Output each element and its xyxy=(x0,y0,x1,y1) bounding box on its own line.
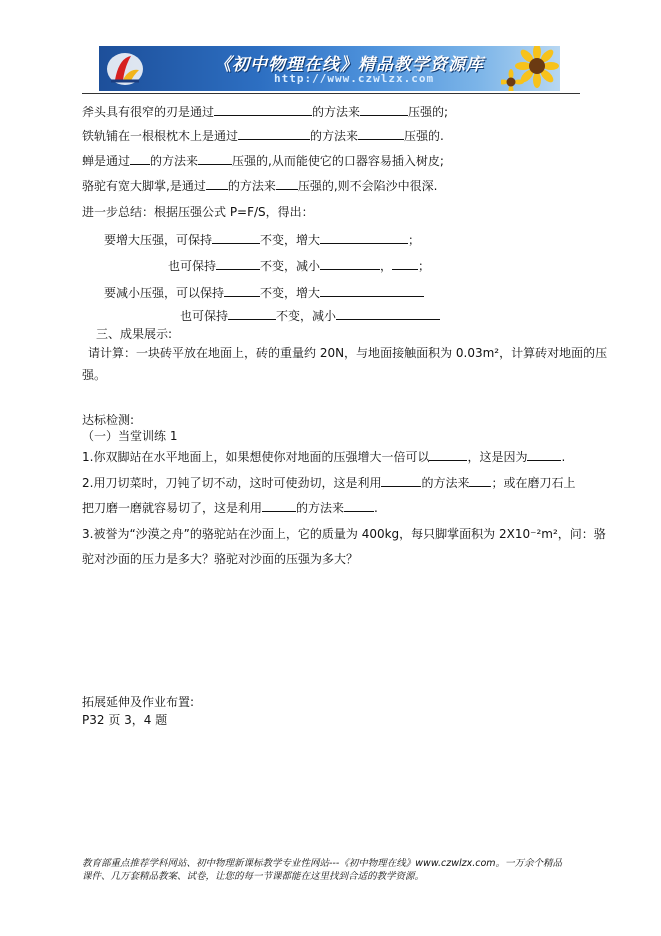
footer-line-1: 教育部重点推荐学科网站、初中物理新课标教学专业性网站---《初中物理在线》www.czwlzx.com。一万余个精品 xyxy=(82,858,563,869)
answer-blank[interactable] xyxy=(392,257,418,270)
text-seg: ； xyxy=(418,259,431,273)
text-line-rail xyxy=(82,127,444,144)
text-seg: 也可保持 xyxy=(168,259,217,273)
text-seg: 2.用刀切菜时，刀钝了切不动，这时可使劲切，这是利用 xyxy=(82,476,382,490)
answer-blank[interactable] xyxy=(320,284,424,297)
question-3-line-2: 驼对沙面的压力是多大？骆驼对沙面的压强为多大？ xyxy=(82,552,359,566)
text-seg: 要增大压强，可保持 xyxy=(104,233,213,247)
text-seg: ；或在磨刀石上 xyxy=(491,476,576,490)
text-seg: 的方法来 xyxy=(312,105,361,119)
text-seg: 也可保持 xyxy=(180,309,229,323)
text-seg: ，这是因为 xyxy=(467,450,528,464)
question-3-line-1: 3.被誉为“沙漠之舟”的骆驼站在沙面上，它的质量为 400kg，每只脚掌面积为 2X10⁻²m²，问：骆 xyxy=(82,527,606,541)
answer-blank[interactable] xyxy=(320,257,380,270)
text-seg: 要减小压强，可以保持 xyxy=(104,286,225,300)
check-heading: 达标检测: xyxy=(82,413,135,427)
answer-blank[interactable] xyxy=(212,231,260,244)
answer-blank[interactable] xyxy=(336,307,440,320)
answer-blank[interactable] xyxy=(228,307,276,320)
text-seg: ； xyxy=(408,233,421,247)
text-seg: 压强的. xyxy=(404,129,444,143)
increase-pressure-line-1 xyxy=(104,231,420,248)
text-seg: 1.你双脚站在水平地面上，如果想使你对地面的压强增大一倍可以 xyxy=(82,450,430,464)
text-seg: 铁轨铺在一根根枕木上是通过 xyxy=(82,129,239,143)
sunflower-icon xyxy=(501,46,560,91)
answer-blank[interactable] xyxy=(360,103,408,116)
text-line-axe xyxy=(82,103,448,120)
banner-title: 《初中物理在线》精品教学资源库 xyxy=(214,55,484,75)
homework-line: P32 页 3，4 题 xyxy=(82,713,168,727)
answer-blank[interactable] xyxy=(130,152,150,165)
text-seg: ， xyxy=(380,259,393,273)
text-line-cicada xyxy=(82,152,444,169)
text-seg: 不变，减小 xyxy=(276,309,337,323)
text-seg: 压强的,则不会陷沙中很深. xyxy=(297,179,438,193)
calc-problem-line-2: 强。 xyxy=(82,368,107,382)
header-divider xyxy=(82,93,580,94)
text-seg: 的方法来 xyxy=(296,501,345,515)
answer-blank[interactable] xyxy=(238,127,310,140)
text-seg: . xyxy=(561,450,566,464)
text-seg: 压强的; xyxy=(408,105,449,119)
calc-problem-line-1: 请计算：一块砖平放在地面上，砖的重量约 20N，与地面接触面积为 0.03m²，计算砖对地面的压 xyxy=(88,346,608,360)
answer-blank[interactable] xyxy=(224,284,260,297)
text-seg: 的方法来 xyxy=(421,476,470,490)
text-seg: 不变，减小 xyxy=(260,259,321,273)
text-seg: 不变，增大 xyxy=(260,233,321,247)
answer-blank[interactable] xyxy=(527,448,561,461)
header-banner xyxy=(99,46,560,91)
increase-pressure-line-2 xyxy=(168,257,430,274)
text-seg: 骆驼有宽大脚掌,是通过 xyxy=(82,179,206,193)
answer-blank[interactable] xyxy=(198,152,232,165)
text-seg: 的方法来 xyxy=(227,179,276,193)
text-seg: 的方法来 xyxy=(310,129,359,143)
practice-heading: （一）当堂训练 1 xyxy=(82,429,178,443)
answer-blank[interactable] xyxy=(358,127,404,140)
answer-blank[interactable] xyxy=(276,177,298,190)
footer-line-2: 课件、几万套精品教案、试卷，让您的每一节课都能在这里找到合适的教学资源。 xyxy=(82,871,425,882)
answer-blank[interactable] xyxy=(320,231,408,244)
text-seg: 的方法来 xyxy=(150,154,199,168)
text-seg: 把刀磨一磨就容易切了，这是利用 xyxy=(82,501,263,515)
answer-blank[interactable] xyxy=(469,474,491,487)
extension-heading: 拓展延伸及作业布置: xyxy=(82,695,195,709)
question-1 xyxy=(82,448,565,465)
site-logo-icon xyxy=(105,50,145,87)
text-seg: 斧头具有很窄的刃是通过 xyxy=(82,105,215,119)
summary-line: 进一步总结：根据压强公式 P=F/S，得出： xyxy=(82,205,314,219)
answer-blank[interactable] xyxy=(429,448,467,461)
answer-blank[interactable] xyxy=(216,257,260,270)
decrease-pressure-line-2 xyxy=(180,307,440,324)
answer-blank[interactable] xyxy=(381,474,421,487)
answer-blank[interactable] xyxy=(214,103,312,116)
banner-url: http://www.czwlzx.com xyxy=(274,72,435,85)
answer-blank[interactable] xyxy=(344,499,374,512)
question-2-continued xyxy=(82,499,378,516)
answer-blank[interactable] xyxy=(262,499,296,512)
text-seg: 蝉是通过 xyxy=(82,154,131,168)
text-seg: 不变，增大 xyxy=(260,286,321,300)
decrease-pressure-line-1 xyxy=(104,284,424,301)
question-2 xyxy=(82,474,575,491)
text-seg: . xyxy=(374,501,378,515)
section-results-heading: 三、成果展示: xyxy=(96,327,173,341)
text-seg: 压强的,从而能使它的口器容易插入树皮; xyxy=(232,154,444,168)
text-line-camel xyxy=(82,177,437,194)
answer-blank[interactable] xyxy=(206,177,228,190)
